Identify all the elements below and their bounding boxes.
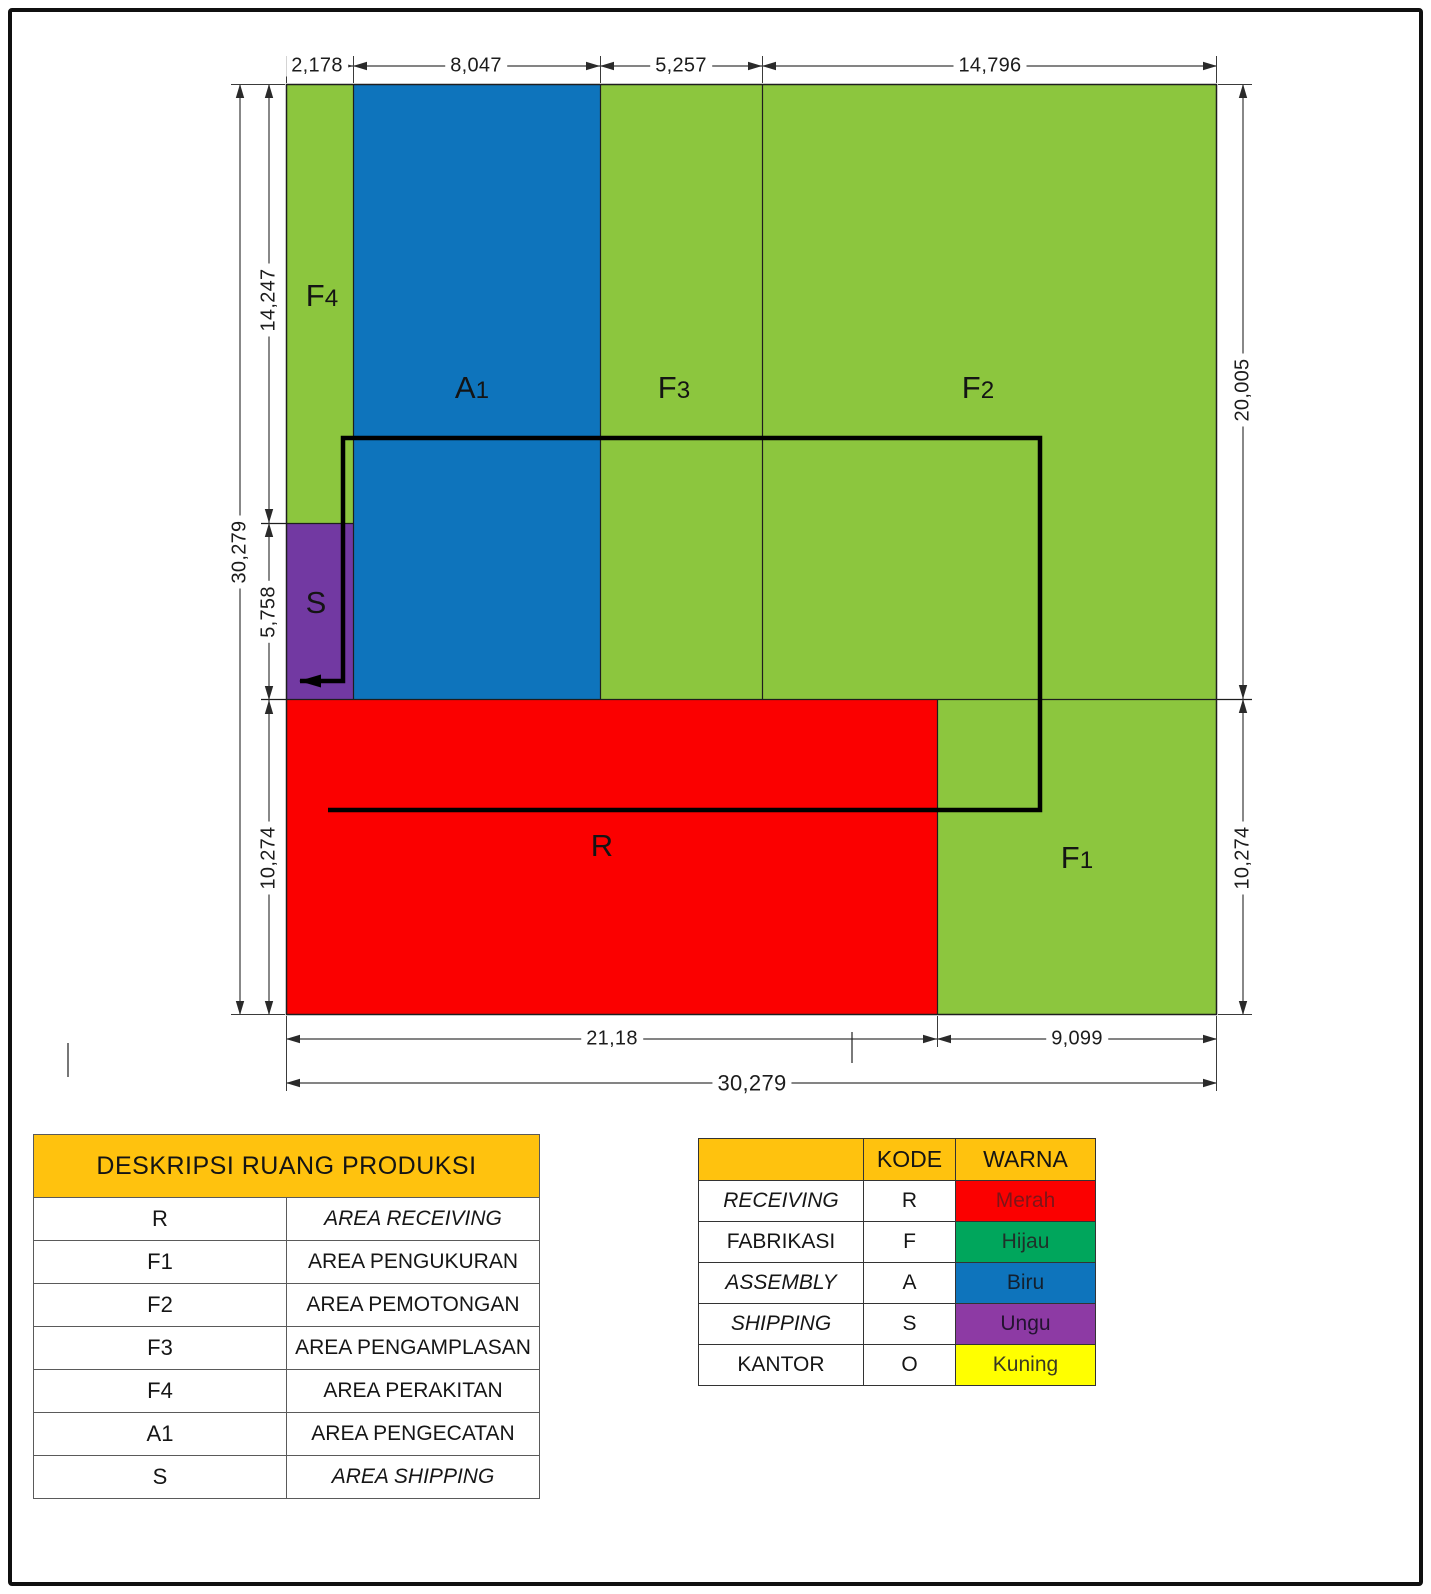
- area-label-f2: F2: [961, 370, 995, 405]
- table-row: [34, 1370, 540, 1413]
- dim-right-20005: 20,005: [1233, 354, 1254, 427]
- legend-swatch-merah: Merah: [956, 1181, 1096, 1222]
- legend-name-kantor: KANTOR: [699, 1345, 864, 1386]
- area-label-f4: F4: [305, 278, 339, 313]
- desc-code-s: S: [34, 1456, 287, 1499]
- legend-header-warna: WARNA: [956, 1139, 1096, 1181]
- legend-name-fabrikasi: FABRIKASI: [699, 1222, 864, 1263]
- legend-header-kode: KODE: [864, 1139, 956, 1181]
- desc-table: [33, 1134, 540, 1499]
- table-row: [34, 1284, 540, 1327]
- legend-header-row: [699, 1139, 1096, 1181]
- table-row: [34, 1241, 540, 1284]
- legend-row-receiving: [699, 1181, 1096, 1222]
- legend-swatch-kuning: Kuning: [956, 1345, 1096, 1386]
- legend-swatch-hijau: Hijau: [956, 1222, 1096, 1263]
- desc-code-f3: F3: [34, 1327, 287, 1370]
- table-row: [34, 1456, 540, 1499]
- dim-bottom-9099: 9,099: [1046, 1029, 1108, 1050]
- desc-code-f4: F4: [34, 1370, 287, 1413]
- dim-top-2178: 2,178: [286, 56, 348, 77]
- desc-area-pemotongan: AREA PEMOTONGAN: [287, 1284, 540, 1327]
- legend-kode-r: R: [864, 1181, 956, 1222]
- table-row: [34, 1327, 540, 1370]
- dim-left-14247: 14,247: [259, 264, 280, 337]
- desc-area-shipping: AREA SHIPPING: [287, 1456, 540, 1499]
- dim-left-10274: 10,274: [259, 822, 280, 895]
- legend-header-empty: [699, 1139, 864, 1181]
- legend-row-shipping: [699, 1304, 1096, 1345]
- dim-bottom-2118: 21,18: [581, 1029, 643, 1050]
- legend-name-shipping: SHIPPING: [699, 1304, 864, 1345]
- legend-row-kantor: [699, 1345, 1096, 1386]
- desc-area-pengamplasan: AREA PENGAMPLASAN: [287, 1327, 540, 1370]
- legend-name-assembly: ASSEMBLY: [699, 1263, 864, 1304]
- desc-area-receiving: AREA RECEIVING: [287, 1198, 540, 1241]
- area-label-f1: F1: [1060, 840, 1094, 875]
- desc-area-pengecatan: AREA PENGECATAN: [287, 1413, 540, 1456]
- dim-left-5758: 5,758: [259, 581, 280, 643]
- dim-bottom-total-30279: 30,279: [712, 1071, 791, 1094]
- legend-swatch-biru: Biru: [956, 1263, 1096, 1304]
- legend-kode-f: F: [864, 1222, 956, 1263]
- desc-code-r: R: [34, 1198, 287, 1241]
- area-label-f3: F3: [657, 370, 691, 405]
- color-legend-table: [698, 1138, 1096, 1386]
- area-label-s: S: [305, 585, 327, 620]
- area-label-a1: A1: [454, 370, 490, 405]
- dim-left-total-30279: 30,279: [230, 516, 251, 589]
- legend-kode-o: O: [864, 1345, 956, 1386]
- dim-top-14796: 14,796: [954, 56, 1027, 77]
- dim-top-5257: 5,257: [650, 56, 712, 77]
- area-label-r: R: [590, 828, 614, 863]
- dim-right-10274: 10,274: [1233, 822, 1254, 895]
- legend-row-assembly: [699, 1263, 1096, 1304]
- legend-kode-a: A: [864, 1263, 956, 1304]
- desc-area-perakitan: AREA PERAKITAN: [287, 1370, 540, 1413]
- desc-area-pengukuran: AREA PENGUKURAN: [287, 1241, 540, 1284]
- desc-table-title: DESKRIPSI RUANG PRODUKSI: [34, 1135, 540, 1198]
- material-flow-arrow: [300, 438, 1040, 810]
- legend-name-receiving: RECEIVING: [699, 1181, 864, 1222]
- dim-top-8047: 8,047: [445, 56, 507, 77]
- desc-code-f2: F2: [34, 1284, 287, 1327]
- legend-row-fabrikasi: [699, 1222, 1096, 1263]
- table-row: [34, 1198, 540, 1241]
- desc-code-f1: F1: [34, 1241, 287, 1284]
- desc-code-a1: A1: [34, 1413, 287, 1456]
- legend-kode-s: S: [864, 1304, 956, 1345]
- table-row: [34, 1413, 540, 1456]
- legend-swatch-ungu: Ungu: [956, 1304, 1096, 1345]
